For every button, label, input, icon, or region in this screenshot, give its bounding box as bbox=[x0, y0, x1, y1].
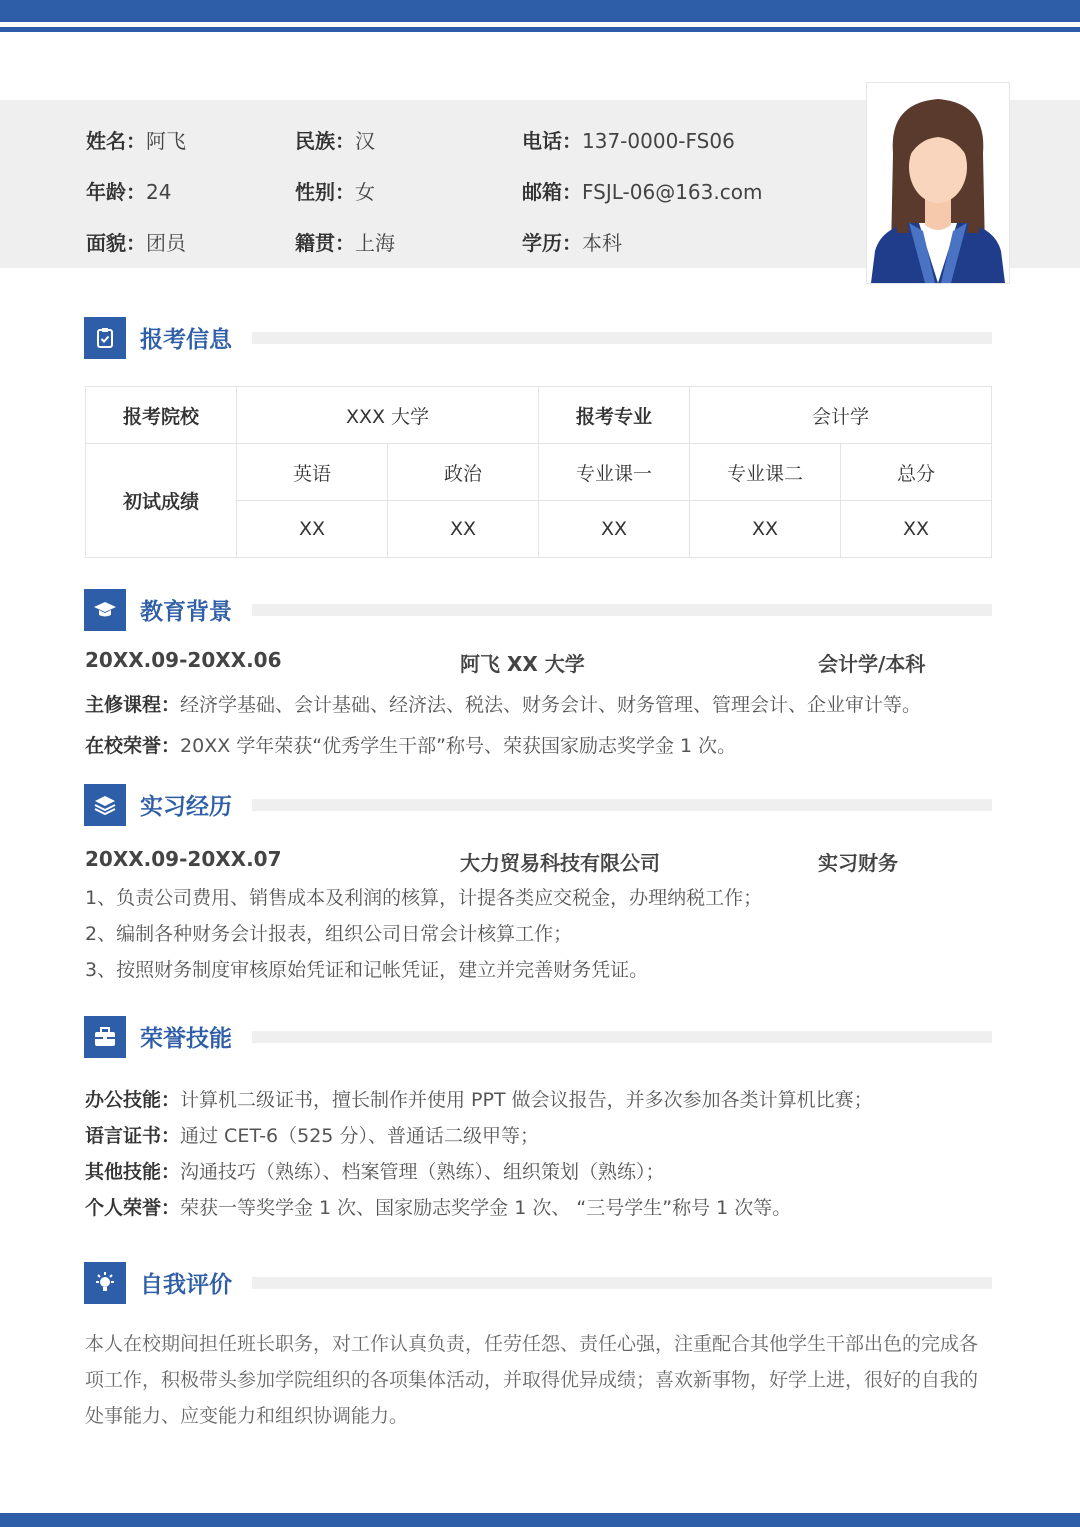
lightbulb-icon bbox=[84, 1262, 126, 1304]
table-cell: XX bbox=[237, 501, 388, 558]
table-row bbox=[86, 387, 992, 444]
section-header-honors bbox=[84, 1016, 992, 1058]
section-title: 报考信息 bbox=[140, 327, 232, 353]
briefcase-icon bbox=[84, 1016, 126, 1058]
internship-duty: 1、负责公司费用、销售成本及利润的核算，计提各类应交税金，办理纳税工作； bbox=[85, 887, 763, 909]
table-cell: 政治 bbox=[388, 444, 539, 501]
education-major: 会计学/本科 bbox=[818, 652, 926, 676]
internship-duty: 2、编制各种财务会计报表，组织公司日常会计核算工作； bbox=[85, 923, 573, 945]
education-school: 阿飞 XX 大学 bbox=[460, 652, 585, 676]
top-accent-bar bbox=[0, 0, 1080, 22]
internship-period: 20XX.09-20XX.07 bbox=[85, 847, 282, 871]
table-cell: XX bbox=[539, 501, 690, 558]
education-period: 20XX.09-20XX.06 bbox=[85, 648, 282, 672]
graduation-cap-icon bbox=[84, 589, 126, 631]
info-degree: 学历：本科 bbox=[522, 231, 622, 255]
section-divider bbox=[252, 1277, 992, 1289]
top-accent-line bbox=[0, 27, 1080, 32]
table-cell: XX bbox=[841, 501, 992, 558]
avatar-photo bbox=[866, 82, 1010, 284]
education-courses: 主修课程：经济学基础、会计基础、经济法、税法、财务会计、财务管理、管理会计、企业审计等。 bbox=[85, 694, 922, 716]
section-header-education bbox=[84, 589, 992, 631]
table-cell: XXX 大学 bbox=[237, 387, 539, 444]
info-ethnicity: 民族：汉 bbox=[295, 129, 375, 153]
skill-personal-honors: 个人荣誉：荣获一等奖学金 1 次、国家励志奖学金 1 次、 “三号学生”称号 1 次等。 bbox=[85, 1197, 792, 1219]
table-cell: 专业课二 bbox=[690, 444, 841, 501]
info-age: 年龄：24 bbox=[86, 180, 172, 204]
skill-other: 其他技能：沟通技巧（熟练）、档案管理（熟练）、组织策划（熟练）； bbox=[85, 1161, 665, 1183]
table-header-cell: 初试成绩 bbox=[86, 444, 237, 558]
info-email: 邮箱：FSJL-06@163.com bbox=[522, 180, 763, 204]
table-cell: XX bbox=[690, 501, 841, 558]
skill-language: 语言证书：通过 CET-6（525 分）、普通话二级甲等； bbox=[85, 1125, 539, 1147]
table-header-cell: 报考专业 bbox=[539, 387, 690, 444]
info-phone: 电话：137-0000-FS06 bbox=[522, 129, 735, 153]
info-politics: 面貌：团员 bbox=[86, 231, 186, 255]
table-header-cell: 报考院校 bbox=[86, 387, 237, 444]
info-gender: 性别：女 bbox=[295, 180, 375, 204]
table-cell: 总分 bbox=[841, 444, 992, 501]
section-divider bbox=[252, 604, 992, 616]
section-title: 自我评价 bbox=[140, 1272, 232, 1298]
bottom-accent-bar bbox=[0, 1513, 1080, 1527]
self-evaluation-text: 本人在校期间担任班长职务，对工作认真负责，任劳任怨、责任心强，注重配合其他学生干部出色的完成各项工作，积极带头参加学院组织的各项集体活动，并取得优异成绩；喜欢新事物，好学上进，很好的自我的处事能力、应变能力和组织协调能力。 bbox=[85, 1333, 979, 1427]
section-divider bbox=[252, 332, 992, 344]
info-hometown: 籍贯：上海 bbox=[295, 231, 395, 255]
internship-role: 实习财务 bbox=[818, 851, 898, 875]
exam-info-table bbox=[85, 386, 992, 558]
section-divider bbox=[252, 1031, 992, 1043]
section-header-self bbox=[84, 1262, 992, 1304]
table-cell: 英语 bbox=[237, 444, 388, 501]
table-cell: XX bbox=[388, 501, 539, 558]
section-title: 教育背景 bbox=[140, 599, 232, 625]
section-header-exam bbox=[84, 317, 992, 359]
clipboard-icon bbox=[84, 317, 126, 359]
table-row bbox=[86, 444, 992, 501]
layers-icon bbox=[84, 784, 126, 826]
section-header-internship bbox=[84, 784, 992, 826]
education-honors: 在校荣誉：20XX 学年荣获“优秀学生干部”称号、荣获国家励志奖学金 1 次。 bbox=[85, 735, 737, 757]
skill-office: 办公技能：计算机二级证书，擅长制作并使用 PPT 做会议报告，并多次参加各类计算机比赛； bbox=[85, 1089, 873, 1111]
avatar-illustration-icon bbox=[867, 83, 1009, 283]
info-name: 姓名：阿飞 bbox=[86, 129, 186, 153]
internship-company: 大力贸易科技有限公司 bbox=[460, 851, 660, 875]
section-title: 荣誉技能 bbox=[140, 1026, 232, 1052]
table-cell: 会计学 bbox=[690, 387, 992, 444]
section-divider bbox=[252, 799, 992, 811]
table-cell: 专业课一 bbox=[539, 444, 690, 501]
internship-duty: 3、按照财务制度审核原始凭证和记帐凭证，建立并完善财务凭证。 bbox=[85, 959, 649, 981]
section-title: 实习经历 bbox=[140, 794, 232, 820]
